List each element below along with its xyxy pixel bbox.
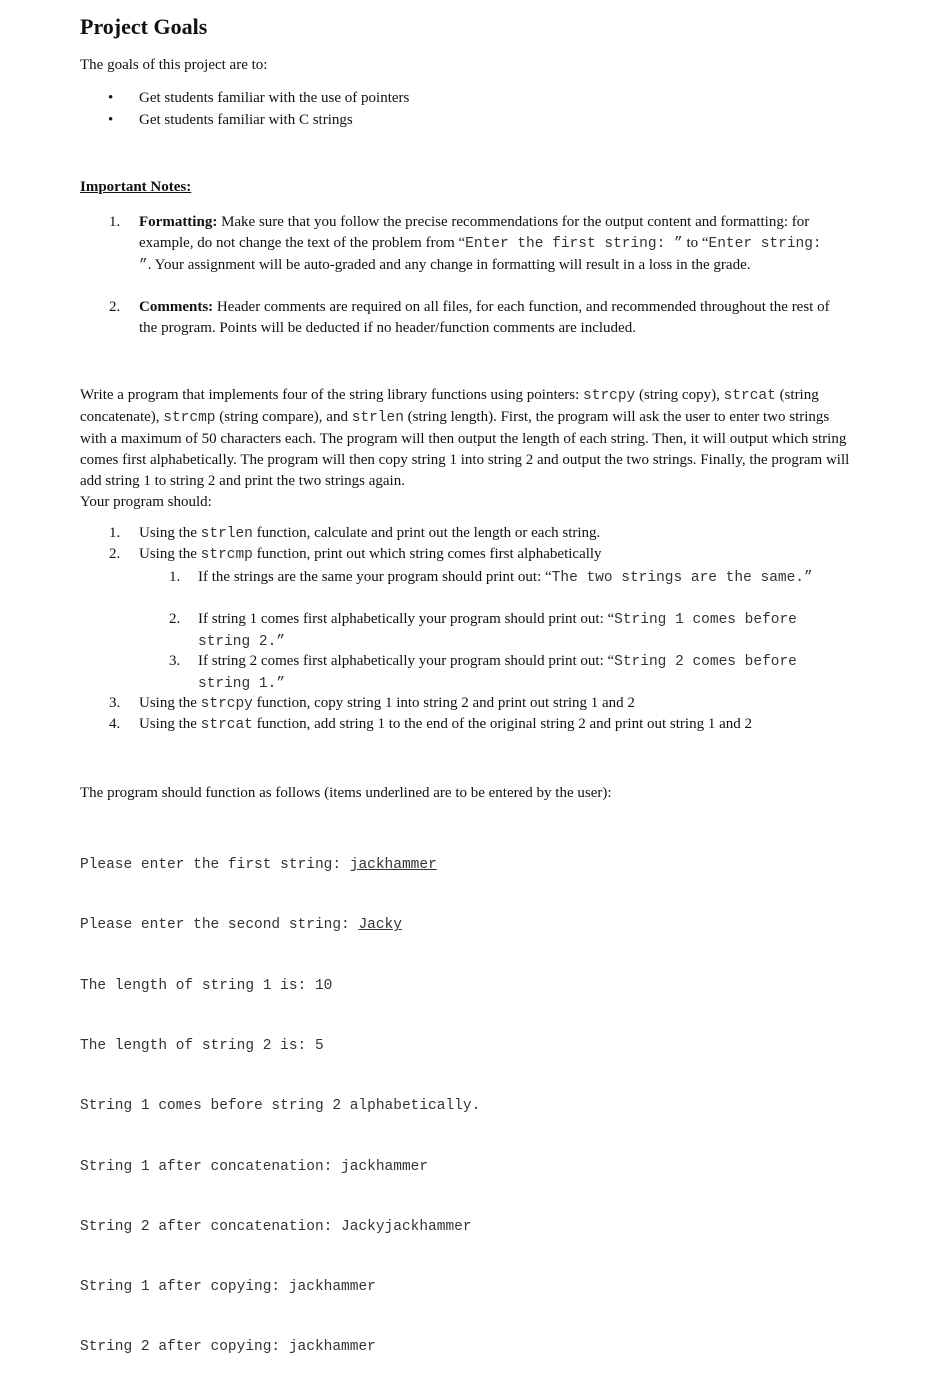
example-intro: The program should function as follows (items underlined are to be entered by the user):: [80, 785, 612, 801]
page-title: Project Goals: [80, 14, 208, 39]
code-line: String 1 after copying: jackhammer: [80, 1279, 376, 1296]
description-paragraph: Write a program that implements four of the string library functions using pointers: strcpy (string copy), strcat (string concatenate), strcmp (string compare), and strlen (string length). First, the program will ask the user to enter two strings with a maximum of 50 characters each. The program will then output the length of each string. Then, it will output which string comes first alphabetically. The program will then copy string 1 into string 2 and output the two strings. Finally, the program will add string 1 to string 2 and print the two strings again. Your program should:: [80, 387, 850, 510]
user-input: jackhammer: [349, 857, 437, 874]
intro-text: The goals of this project are to:: [80, 57, 268, 73]
code-line: String 1 after concatenation: jackhammer: [80, 1158, 429, 1175]
note-label: Formatting:: [139, 214, 218, 230]
note-body: Comments: Header comments are required on all files, for each function, and recommended throughout the rest of the program. Points will be deducted if no header/function comments are included.: [139, 299, 830, 336]
example-output: [80, 815, 480, 1398]
bullet-icon: •: [108, 112, 114, 128]
note-number: 2.: [109, 299, 121, 315]
note-label: Comments:: [139, 299, 214, 315]
code-line: The length of string 1 is: 10: [80, 977, 333, 994]
code-line: String 2 after concatenation: Jackyjackhammer: [80, 1218, 472, 1235]
bullet-icon: •: [108, 90, 114, 106]
code-line: Please enter the first string: jackhammer: [80, 857, 437, 874]
note-number: 1.: [109, 214, 121, 230]
user-input: Jacky: [358, 917, 402, 934]
goal-text: Get students familiar with C strings: [139, 112, 353, 128]
should-text: Your program should:: [80, 494, 212, 510]
code-line: The length of string 2 is: 5: [80, 1038, 324, 1055]
code-line: String 1 comes before string 2 alphabetically.: [80, 1098, 481, 1115]
note-body: Formatting: Make sure that you follow the precise recommendations for the output content and formatting: for example, do not change the text of the problem from “Enter the first string: ” to “Enter string: ”. Your assignment will be auto-graded and any change in formatting will result in a loss in the grade.: [139, 214, 822, 274]
notes-heading: Important Notes:: [80, 179, 192, 195]
code-line: Please enter the second string: Jacky: [80, 917, 402, 934]
goal-text: Get students familiar with the use of pointers: [139, 90, 410, 106]
code-line: String 2 after copying: jackhammer: [80, 1339, 376, 1356]
